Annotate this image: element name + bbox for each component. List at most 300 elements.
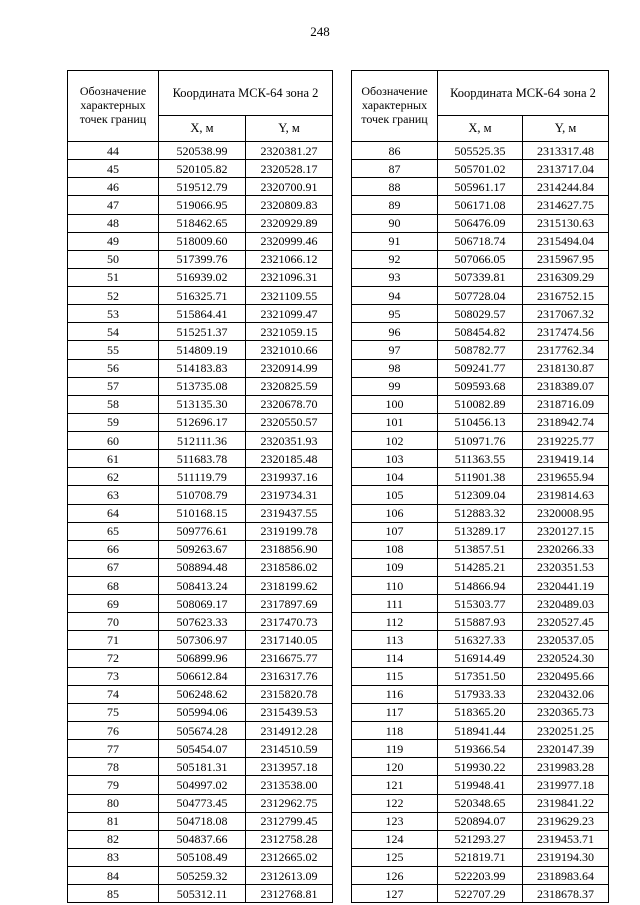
point-number-cell: 54 xyxy=(68,323,159,341)
point-number-cell: 112 xyxy=(352,613,438,631)
x-coordinate-cell: 504773.45 xyxy=(159,794,246,812)
table-row xyxy=(68,685,333,703)
x-coordinate-cell: 510168.15 xyxy=(159,504,246,522)
table-row xyxy=(68,794,333,812)
point-number-cell: 86 xyxy=(352,142,438,160)
y-coordinate-cell: 2318716.09 xyxy=(523,395,609,413)
table-row xyxy=(352,413,609,431)
y-coordinate-cell: 2319977.18 xyxy=(523,776,609,794)
y-coordinate-cell: 2320999.46 xyxy=(246,232,333,250)
point-number-cell: 75 xyxy=(68,703,159,721)
y-coordinate-cell: 2320365.73 xyxy=(523,703,609,721)
table-row xyxy=(68,178,333,196)
x-coordinate-cell: 511683.78 xyxy=(159,450,246,468)
point-number-cell: 95 xyxy=(352,305,438,323)
y-coordinate-cell: 2319437.55 xyxy=(246,504,333,522)
table-row xyxy=(68,649,333,667)
table-row xyxy=(352,613,609,631)
x-coordinate-cell: 506171.08 xyxy=(438,196,523,214)
point-number-cell: 65 xyxy=(68,522,159,540)
point-number-cell: 47 xyxy=(68,196,159,214)
y-coordinate-cell: 2320251.25 xyxy=(523,722,609,740)
y-coordinate-cell: 2318130.87 xyxy=(523,359,609,377)
x-coordinate-cell: 516914.49 xyxy=(438,649,523,667)
point-number-cell: 84 xyxy=(68,867,159,885)
y-coordinate-cell: 2320008.95 xyxy=(523,504,609,522)
x-coordinate-cell: 506612.84 xyxy=(159,667,246,685)
point-number-cell: 103 xyxy=(352,450,438,468)
x-coordinate-cell: 514285.21 xyxy=(438,558,523,576)
x-coordinate-cell: 513135.30 xyxy=(159,395,246,413)
table-row xyxy=(68,377,333,395)
y-coordinate-cell: 2320700.91 xyxy=(246,178,333,196)
table-row xyxy=(352,486,609,504)
table-row xyxy=(352,268,609,286)
y-coordinate-cell: 2316752.15 xyxy=(523,287,609,305)
point-number-cell: 67 xyxy=(68,558,159,576)
x-coordinate-cell: 522203.99 xyxy=(438,867,523,885)
point-number-cell: 50 xyxy=(68,250,159,268)
point-number-cell: 126 xyxy=(352,867,438,885)
designation-header: Обозначение характерных точек границ xyxy=(68,71,159,142)
x-coordinate-cell: 518462.65 xyxy=(159,214,246,232)
y-coordinate-cell: 2321059.15 xyxy=(246,323,333,341)
y-coordinate-cell: 2317140.05 xyxy=(246,631,333,649)
x-coordinate-cell: 505701.02 xyxy=(438,160,523,178)
y-coordinate-cell: 2320528.17 xyxy=(246,160,333,178)
y-coordinate-cell: 2320495.66 xyxy=(523,667,609,685)
table-row xyxy=(352,885,609,903)
point-number-cell: 105 xyxy=(352,486,438,504)
x-coordinate-cell: 505961.17 xyxy=(438,178,523,196)
point-number-cell: 85 xyxy=(68,885,159,903)
x-coordinate-cell: 513289.17 xyxy=(438,522,523,540)
point-number-cell: 55 xyxy=(68,341,159,359)
point-number-cell: 91 xyxy=(352,232,438,250)
point-number-cell: 57 xyxy=(68,377,159,395)
y-coordinate-cell: 2321010.66 xyxy=(246,341,333,359)
x-coordinate-cell: 504718.08 xyxy=(159,812,246,830)
table-row xyxy=(352,794,609,812)
point-number-cell: 78 xyxy=(68,758,159,776)
x-coordinate-cell: 521819.71 xyxy=(438,848,523,866)
table-row xyxy=(68,504,333,522)
point-number-cell: 48 xyxy=(68,214,159,232)
x-coordinate-cell: 512309.04 xyxy=(438,486,523,504)
table-row xyxy=(68,631,333,649)
x-coordinate-cell: 504837.66 xyxy=(159,830,246,848)
y-coordinate-cell: 2312613.09 xyxy=(246,867,333,885)
x-coordinate-cell: 507728.04 xyxy=(438,287,523,305)
table-row xyxy=(68,522,333,540)
x-coordinate-cell: 505454.07 xyxy=(159,740,246,758)
point-number-cell: 83 xyxy=(68,848,159,866)
x-coordinate-cell: 506718.74 xyxy=(438,232,523,250)
table-row xyxy=(68,268,333,286)
table-row xyxy=(352,631,609,649)
table-row xyxy=(68,287,333,305)
x-coordinate-cell: 505108.49 xyxy=(159,848,246,866)
table-row xyxy=(68,413,333,431)
table-row xyxy=(352,468,609,486)
y-coordinate-cell: 2320266.33 xyxy=(523,540,609,558)
point-number-cell: 89 xyxy=(352,196,438,214)
table-row xyxy=(68,468,333,486)
x-coordinate-cell: 510456.13 xyxy=(438,413,523,431)
coordinates-table-right xyxy=(351,70,609,903)
y-coordinate-cell: 2319983.28 xyxy=(523,758,609,776)
x-coordinate-cell: 515251.37 xyxy=(159,323,246,341)
table-row xyxy=(352,703,609,721)
point-number-cell: 53 xyxy=(68,305,159,323)
y-coordinate-cell: 2314627.75 xyxy=(523,196,609,214)
table-row xyxy=(352,740,609,758)
y-coordinate-cell: 2319629.23 xyxy=(523,812,609,830)
point-number-cell: 72 xyxy=(68,649,159,667)
point-number-cell: 51 xyxy=(68,268,159,286)
point-number-cell: 45 xyxy=(68,160,159,178)
x-coordinate-cell: 506248.62 xyxy=(159,685,246,703)
page-number: 248 xyxy=(310,24,330,39)
y-coordinate-cell: 2321066.12 xyxy=(246,250,333,268)
y-coordinate-cell: 2316317.76 xyxy=(246,667,333,685)
y-coordinate-cell: 2320432.06 xyxy=(523,685,609,703)
y-coordinate-cell: 2320127.15 xyxy=(523,522,609,540)
y-coordinate-cell: 2320381.27 xyxy=(246,142,333,160)
table-row xyxy=(68,160,333,178)
x-coordinate-cell: 519066.95 xyxy=(159,196,246,214)
point-number-cell: 113 xyxy=(352,631,438,649)
point-number-cell: 121 xyxy=(352,776,438,794)
y-coordinate-cell: 2320524.30 xyxy=(523,649,609,667)
table-row xyxy=(352,341,609,359)
point-number-cell: 119 xyxy=(352,740,438,758)
table-row xyxy=(68,667,333,685)
point-number-cell: 124 xyxy=(352,830,438,848)
point-number-cell: 74 xyxy=(68,685,159,703)
table-row xyxy=(352,214,609,232)
y-coordinate-cell: 2313717.04 xyxy=(523,160,609,178)
point-number-cell: 117 xyxy=(352,703,438,721)
x-coordinate-cell: 516327.33 xyxy=(438,631,523,649)
x-coordinate-cell: 511363.55 xyxy=(438,450,523,468)
point-number-cell: 49 xyxy=(68,232,159,250)
y-coordinate-cell: 2313317.48 xyxy=(523,142,609,160)
table-row xyxy=(68,703,333,721)
y-coordinate-cell: 2318199.62 xyxy=(246,577,333,595)
y-coordinate-cell: 2320825.59 xyxy=(246,377,333,395)
x-coordinate-cell: 509776.61 xyxy=(159,522,246,540)
table-row xyxy=(352,196,609,214)
y-coordinate-cell: 2320441.19 xyxy=(523,577,609,595)
x-coordinate-cell: 508894.48 xyxy=(159,558,246,576)
point-number-cell: 87 xyxy=(352,160,438,178)
y-coordinate-cell: 2315439.53 xyxy=(246,703,333,721)
table-row xyxy=(352,142,609,160)
y-coordinate-cell: 2319841.22 xyxy=(523,794,609,812)
point-number-cell: 77 xyxy=(68,740,159,758)
point-number-cell: 116 xyxy=(352,685,438,703)
y-coordinate-cell: 2315494.04 xyxy=(523,232,609,250)
x-coordinate-cell: 510971.76 xyxy=(438,432,523,450)
y-coordinate-cell: 2319194.30 xyxy=(523,848,609,866)
x-coordinate-cell: 515303.77 xyxy=(438,595,523,613)
point-number-cell: 66 xyxy=(68,540,159,558)
coordinates-table-left xyxy=(67,70,333,903)
table-row xyxy=(68,341,333,359)
point-number-cell: 73 xyxy=(68,667,159,685)
point-number-cell: 81 xyxy=(68,812,159,830)
x-coordinate-cell: 513857.51 xyxy=(438,540,523,558)
x-coordinate-cell: 505312.11 xyxy=(159,885,246,903)
table-row xyxy=(68,250,333,268)
point-number-cell: 122 xyxy=(352,794,438,812)
point-number-cell: 56 xyxy=(68,359,159,377)
y-column-header: Y, м xyxy=(246,116,333,142)
x-coordinate-cell: 504997.02 xyxy=(159,776,246,794)
point-number-cell: 93 xyxy=(352,268,438,286)
x-coordinate-cell: 519366.54 xyxy=(438,740,523,758)
x-coordinate-cell: 508069.17 xyxy=(159,595,246,613)
point-number-cell: 79 xyxy=(68,776,159,794)
table-row xyxy=(68,830,333,848)
y-column-header: Y, м xyxy=(523,116,609,142)
x-coordinate-cell: 507066.05 xyxy=(438,250,523,268)
point-number-cell: 70 xyxy=(68,613,159,631)
x-coordinate-cell: 518009.60 xyxy=(159,232,246,250)
table-row xyxy=(352,287,609,305)
point-number-cell: 125 xyxy=(352,848,438,866)
y-coordinate-cell: 2320914.99 xyxy=(246,359,333,377)
table-row xyxy=(352,250,609,268)
x-coordinate-cell: 505181.31 xyxy=(159,758,246,776)
x-coordinate-cell: 517933.33 xyxy=(438,685,523,703)
table-row xyxy=(352,432,609,450)
table-row xyxy=(352,595,609,613)
y-coordinate-cell: 2319453.71 xyxy=(523,830,609,848)
point-number-cell: 61 xyxy=(68,450,159,468)
x-coordinate-cell: 512696.17 xyxy=(159,413,246,431)
table-row xyxy=(352,540,609,558)
table-row xyxy=(68,722,333,740)
x-coordinate-cell: 514809.19 xyxy=(159,341,246,359)
point-number-cell: 118 xyxy=(352,722,438,740)
x-coordinate-cell: 512883.32 xyxy=(438,504,523,522)
table-row xyxy=(68,142,333,160)
point-number-cell: 94 xyxy=(352,287,438,305)
y-coordinate-cell: 2319655.94 xyxy=(523,468,609,486)
x-coordinate-cell: 516325.71 xyxy=(159,287,246,305)
table-row xyxy=(68,776,333,794)
point-number-cell: 92 xyxy=(352,250,438,268)
point-number-cell: 62 xyxy=(68,468,159,486)
y-coordinate-cell: 2318389.07 xyxy=(523,377,609,395)
x-coordinate-cell: 514866.94 xyxy=(438,577,523,595)
x-coordinate-cell: 512111.36 xyxy=(159,432,246,450)
x-coordinate-cell: 517399.76 xyxy=(159,250,246,268)
point-number-cell: 68 xyxy=(68,577,159,595)
y-coordinate-cell: 2313957.18 xyxy=(246,758,333,776)
y-coordinate-cell: 2319814.63 xyxy=(523,486,609,504)
y-coordinate-cell: 2320185.48 xyxy=(246,450,333,468)
table-row xyxy=(68,214,333,232)
table-row xyxy=(68,359,333,377)
table-row xyxy=(352,685,609,703)
point-number-cell: 64 xyxy=(68,504,159,522)
point-number-cell: 99 xyxy=(352,377,438,395)
x-coordinate-cell: 516939.02 xyxy=(159,268,246,286)
y-coordinate-cell: 2320537.05 xyxy=(523,631,609,649)
y-coordinate-cell: 2320550.57 xyxy=(246,413,333,431)
table-row xyxy=(352,522,609,540)
point-number-cell: 102 xyxy=(352,432,438,450)
x-coordinate-cell: 508454.82 xyxy=(438,323,523,341)
coordinate-system-header: Координата МСК-64 зона 2 xyxy=(438,71,609,116)
y-coordinate-cell: 2317067.32 xyxy=(523,305,609,323)
x-coordinate-cell: 514183.83 xyxy=(159,359,246,377)
table-row xyxy=(68,540,333,558)
y-coordinate-cell: 2313538.00 xyxy=(246,776,333,794)
table-row xyxy=(68,323,333,341)
table-row xyxy=(68,577,333,595)
point-number-cell: 101 xyxy=(352,413,438,431)
table-row xyxy=(352,160,609,178)
point-number-cell: 115 xyxy=(352,667,438,685)
table-row xyxy=(352,758,609,776)
table-row xyxy=(68,867,333,885)
x-coordinate-cell: 509593.68 xyxy=(438,377,523,395)
x-coordinate-cell: 515864.41 xyxy=(159,305,246,323)
table-row xyxy=(68,486,333,504)
y-coordinate-cell: 2316675.77 xyxy=(246,649,333,667)
y-coordinate-cell: 2312768.81 xyxy=(246,885,333,903)
x-coordinate-cell: 508029.57 xyxy=(438,305,523,323)
y-coordinate-cell: 2320351.93 xyxy=(246,432,333,450)
table-row xyxy=(68,740,333,758)
y-coordinate-cell: 2320147.39 xyxy=(523,740,609,758)
y-coordinate-cell: 2320489.03 xyxy=(523,595,609,613)
table-row xyxy=(352,178,609,196)
table-row xyxy=(68,812,333,830)
x-coordinate-cell: 505259.32 xyxy=(159,867,246,885)
y-coordinate-cell: 2318586.02 xyxy=(246,558,333,576)
point-number-cell: 59 xyxy=(68,413,159,431)
point-number-cell: 109 xyxy=(352,558,438,576)
x-coordinate-cell: 508782.77 xyxy=(438,341,523,359)
point-number-cell: 82 xyxy=(68,830,159,848)
x-coordinate-cell: 506476.09 xyxy=(438,214,523,232)
y-coordinate-cell: 2320678.70 xyxy=(246,395,333,413)
table-row xyxy=(352,848,609,866)
table-row xyxy=(352,649,609,667)
table-row xyxy=(68,848,333,866)
y-coordinate-cell: 2315820.78 xyxy=(246,685,333,703)
point-number-cell: 90 xyxy=(352,214,438,232)
table-row xyxy=(68,305,333,323)
x-coordinate-cell: 518941.44 xyxy=(438,722,523,740)
point-number-cell: 69 xyxy=(68,595,159,613)
x-coordinate-cell: 515887.93 xyxy=(438,613,523,631)
point-number-cell: 104 xyxy=(352,468,438,486)
x-coordinate-cell: 519930.22 xyxy=(438,758,523,776)
table-row xyxy=(352,577,609,595)
y-coordinate-cell: 2321099.47 xyxy=(246,305,333,323)
x-coordinate-cell: 507623.33 xyxy=(159,613,246,631)
y-coordinate-cell: 2319734.31 xyxy=(246,486,333,504)
x-column-header: X, м xyxy=(438,116,523,142)
table-row xyxy=(68,758,333,776)
y-coordinate-cell: 2314510.59 xyxy=(246,740,333,758)
table-row xyxy=(352,450,609,468)
table-row xyxy=(352,323,609,341)
point-number-cell: 44 xyxy=(68,142,159,160)
y-coordinate-cell: 2320527.45 xyxy=(523,613,609,631)
point-number-cell: 114 xyxy=(352,649,438,667)
x-coordinate-cell: 508413.24 xyxy=(159,577,246,595)
y-coordinate-cell: 2312758.28 xyxy=(246,830,333,848)
x-coordinate-cell: 510082.89 xyxy=(438,395,523,413)
point-number-cell: 108 xyxy=(352,540,438,558)
table-row xyxy=(352,867,609,885)
x-column-header: X, м xyxy=(159,116,246,142)
y-coordinate-cell: 2319937.16 xyxy=(246,468,333,486)
y-coordinate-cell: 2318983.64 xyxy=(523,867,609,885)
x-coordinate-cell: 518365.20 xyxy=(438,703,523,721)
point-number-cell: 96 xyxy=(352,323,438,341)
point-number-cell: 120 xyxy=(352,758,438,776)
table-row xyxy=(68,885,333,903)
x-coordinate-cell: 519948.41 xyxy=(438,776,523,794)
x-coordinate-cell: 522707.29 xyxy=(438,885,523,903)
coordinate-system-header: Координата МСК-64 зона 2 xyxy=(159,71,333,116)
point-number-cell: 88 xyxy=(352,178,438,196)
y-coordinate-cell: 2317897.69 xyxy=(246,595,333,613)
y-coordinate-cell: 2321096.31 xyxy=(246,268,333,286)
x-coordinate-cell: 506899.96 xyxy=(159,649,246,667)
point-number-cell: 52 xyxy=(68,287,159,305)
table-row xyxy=(68,613,333,631)
y-coordinate-cell: 2319199.78 xyxy=(246,522,333,540)
y-coordinate-cell: 2312962.75 xyxy=(246,794,333,812)
y-coordinate-cell: 2315130.63 xyxy=(523,214,609,232)
x-coordinate-cell: 505674.28 xyxy=(159,722,246,740)
x-coordinate-cell: 520105.82 xyxy=(159,160,246,178)
point-number-cell: 97 xyxy=(352,341,438,359)
x-coordinate-cell: 513735.08 xyxy=(159,377,246,395)
table-row xyxy=(68,395,333,413)
y-coordinate-cell: 2320929.89 xyxy=(246,214,333,232)
x-coordinate-cell: 511901.38 xyxy=(438,468,523,486)
x-coordinate-cell: 507306.97 xyxy=(159,631,246,649)
point-number-cell: 46 xyxy=(68,178,159,196)
y-coordinate-cell: 2318856.90 xyxy=(246,540,333,558)
point-number-cell: 106 xyxy=(352,504,438,522)
table-row xyxy=(352,305,609,323)
x-coordinate-cell: 521293.27 xyxy=(438,830,523,848)
x-coordinate-cell: 510708.79 xyxy=(159,486,246,504)
x-coordinate-cell: 505525.35 xyxy=(438,142,523,160)
point-number-cell: 111 xyxy=(352,595,438,613)
y-coordinate-cell: 2315967.95 xyxy=(523,250,609,268)
table-row xyxy=(352,232,609,250)
point-number-cell: 60 xyxy=(68,432,159,450)
y-coordinate-cell: 2312799.45 xyxy=(246,812,333,830)
table-row xyxy=(352,776,609,794)
table-row xyxy=(352,395,609,413)
point-number-cell: 63 xyxy=(68,486,159,504)
table-row xyxy=(352,558,609,576)
designation-header: Обозначение характерных точек границ xyxy=(352,71,438,142)
